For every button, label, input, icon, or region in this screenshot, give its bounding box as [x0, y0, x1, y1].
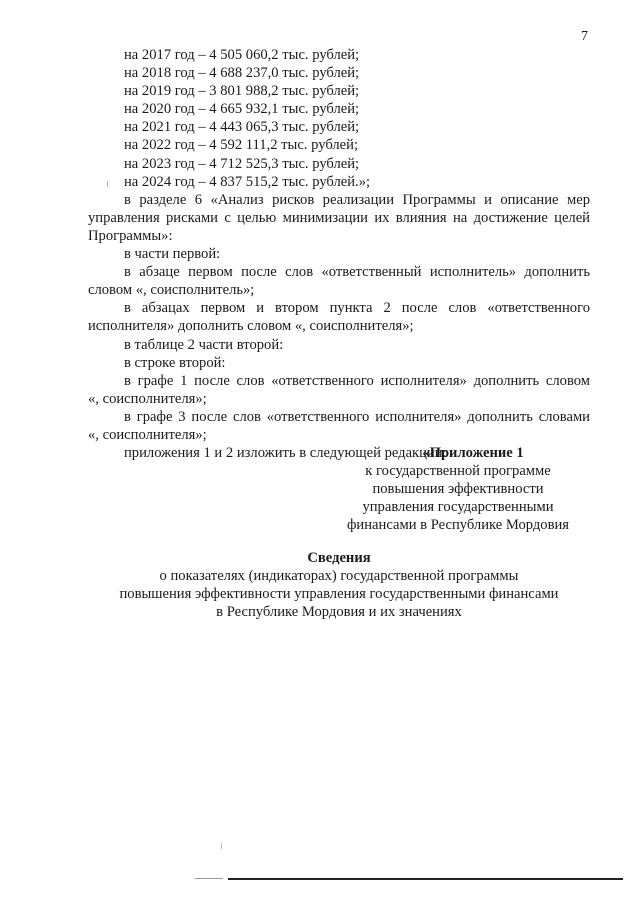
funding-line-2021: на 2021 год – 4 443 065,3 тыс. рублей;	[124, 119, 360, 136]
section6-line2: управления рисками с целью минимизации их влияния на достижение целей	[88, 209, 590, 226]
info-line1: о показателях (индикаторах) государственной программы	[159, 568, 519, 585]
para2-line2: исполнителя» дополнить словом «, соисполнителя»;	[88, 318, 414, 335]
part-first: в части первой:	[124, 246, 221, 263]
info-title: Сведения	[307, 550, 371, 566]
info-block	[88, 549, 590, 621]
funding-line-2022: на 2022 год – 4 592 111,2 тыс. рублей;	[124, 137, 359, 154]
scan-mark	[107, 181, 108, 187]
appendices-intro: приложения 1 и 2 изложить в следующей редакции:	[124, 445, 447, 462]
funding-line-2018: на 2018 год – 4 688 237,0 тыс. рублей;	[124, 65, 360, 82]
section6-line3: Программы»:	[88, 227, 173, 244]
para1-line1: в абзаце первом после слов «ответственный исполнитель» дополнить	[124, 264, 590, 281]
table2-line: в таблице 2 части второй:	[124, 336, 284, 353]
para2-line1: в абзацах первом и втором пункта 2 после слов «ответственного	[124, 300, 590, 317]
funding-line-2023: на 2023 год – 4 712 525,3 тыс. рублей;	[124, 155, 360, 172]
row2-line: в строке второй:	[124, 354, 226, 371]
funding-line-2017: на 2017 год – 4 505 060,2 тыс. рублей;	[124, 47, 360, 63]
info-line2: повышения эффективности управления государственными финансами	[119, 586, 559, 603]
scan-line-left	[195, 878, 223, 879]
appendix-header	[328, 444, 588, 534]
page-number: 7	[581, 29, 588, 44]
col3-line1: в графе 3 после слов «ответственного исполнителя» дополнить словами	[124, 408, 590, 425]
col3-line2: «, соисполнителя»;	[88, 426, 207, 443]
info-line3: в Республике Мордовия и их значениях	[216, 604, 462, 621]
funding-line-2020: на 2020 год – 4 665 932,1 тыс. рублей;	[124, 101, 360, 118]
para1-line2: словом «, соисполнитель»;	[88, 282, 255, 299]
scan-line-bottom	[228, 878, 623, 880]
col1-line2: «, соисполнителя»;	[88, 390, 207, 407]
col1-line1: в графе 1 после слов «ответственного исполнителя» дополнить словом	[124, 372, 590, 389]
appendix-line4: финансами в Республике Мордовия	[346, 517, 570, 534]
funding-line-2019: на 2019 год – 3 801 988,2 тыс. рублей;	[124, 83, 360, 100]
funding-line-2024: на 2024 год – 4 837 515,2 тыс. рублей.»;	[124, 173, 371, 190]
scan-mark	[221, 843, 222, 849]
appendix-line2: повышения эффективности	[372, 481, 544, 498]
appendix-line3: управления государственными	[362, 499, 554, 516]
document-body	[88, 46, 590, 462]
appendix-heading: «Приложение 1	[422, 445, 524, 461]
appendix-line1: к государственной программе	[365, 463, 551, 480]
section6-line1: в разделе 6 «Анализ рисков реализации Программы и описание мер	[124, 191, 590, 208]
